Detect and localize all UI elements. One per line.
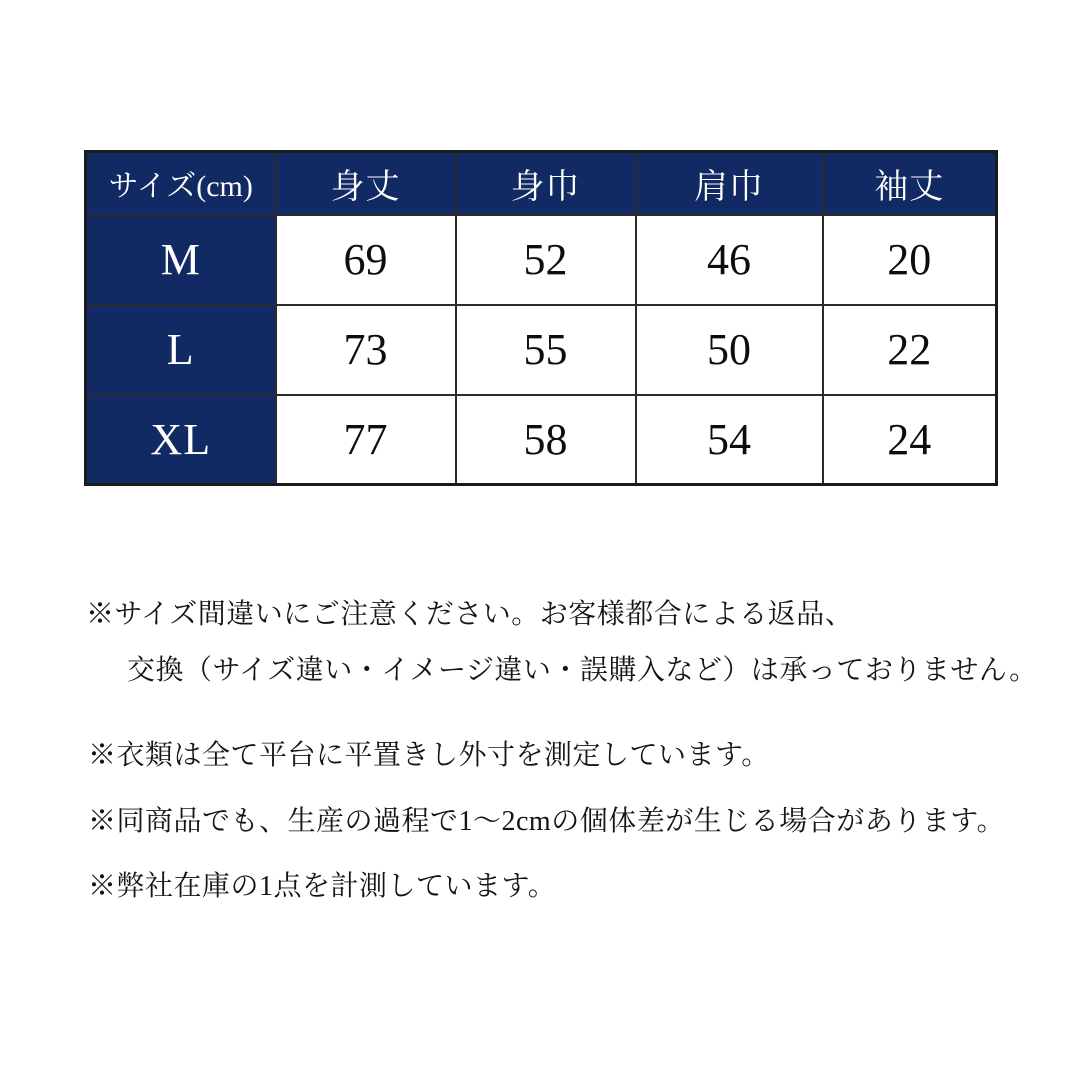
value-l-body-width: 55: [456, 305, 636, 395]
size-chart-table: [84, 150, 998, 486]
table-row-l: [86, 305, 997, 395]
size-label-xl: XL: [86, 395, 276, 485]
value-m-sleeve-length: 20: [823, 215, 997, 305]
size-label-m: M: [86, 215, 276, 305]
value-m-shoulder-width: 46: [636, 215, 823, 305]
value-xl-body-width: 58: [456, 395, 636, 485]
column-header-body-width: 身巾: [456, 152, 636, 215]
table-row-m: [86, 215, 997, 305]
header-row: [86, 152, 997, 215]
table-row-xl: [86, 395, 997, 485]
column-header-shoulder-width: 肩巾: [636, 152, 823, 215]
value-xl-body-length: 77: [276, 395, 456, 485]
value-l-sleeve-length: 22: [823, 305, 997, 395]
note-returns-line-2: 交換（サイズ違い・イメージ違い・誤購入など）は承っておりません。: [127, 655, 1038, 686]
note-individual-variance: ※同商品でも、生産の過程で1～2cmの個体差が生じる場合があります。: [88, 806, 1005, 837]
value-xl-sleeve-length: 24: [823, 395, 997, 485]
note-stock-measured: ※弊社在庫の1点を計測しています。: [88, 871, 557, 902]
note-returns-line-1: ※サイズ間違いにご注意ください。お客様都合による返品、: [86, 599, 854, 630]
note-flat-measurement: ※衣類は全て平台に平置きし外寸を測定しています。: [88, 740, 770, 771]
column-header-sleeve-length: 袖丈: [823, 152, 997, 215]
value-m-body-length: 69: [276, 215, 456, 305]
column-header-body-length: 身丈: [276, 152, 456, 215]
column-header-size-cm: サイズ(cm): [86, 152, 276, 215]
value-l-body-length: 73: [276, 305, 456, 395]
value-xl-shoulder-width: 54: [636, 395, 823, 485]
value-l-shoulder-width: 50: [636, 305, 823, 395]
size-label-l: L: [86, 305, 276, 395]
value-m-body-width: 52: [456, 215, 636, 305]
